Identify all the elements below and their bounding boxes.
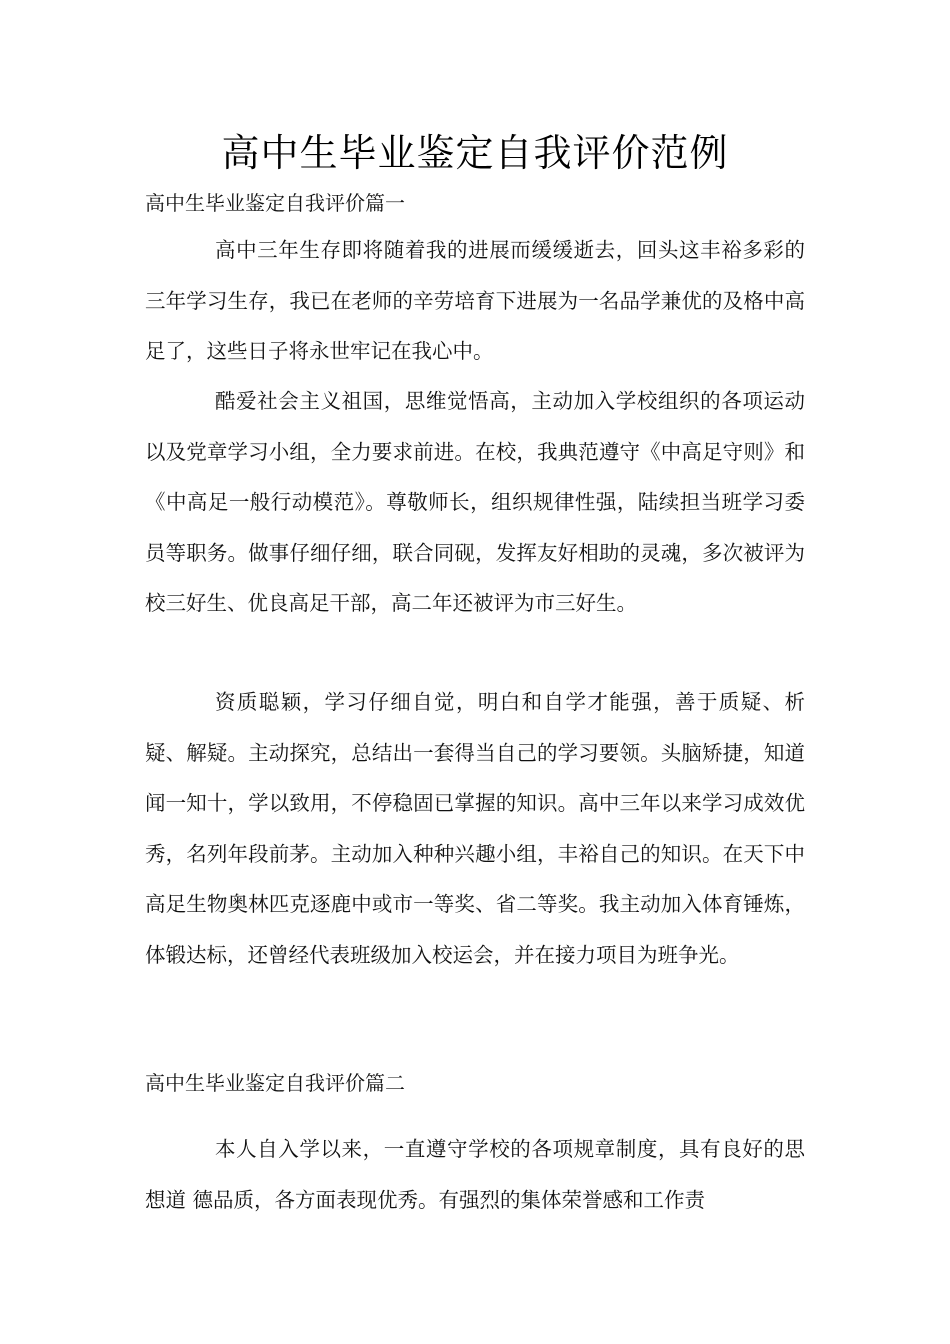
- paragraph-1-3: 资质聪颖，学习仔细自觉，明白和自学才能强，善于质疑、析疑、解疑。主动探究，总结出一套得当自己的学习要领。头脑矫捷，知道闻一知十，学以致用，不停稳固已掌握的知识。高中三年以来学习成效优秀，名列年段前茅。主动加入种种兴趣小组，丰裕自己的知识。在天下中高足生物奥林匹克逐鹿中或市一等奖、省二等奖。我主动加入体育锤炼，体锻达标，还曾经代表班级加入校运会，并在接力项目为班争光。: [145, 690, 805, 967]
- section-heading-1: 高中生毕业鉴定自我评价篇一: [145, 191, 405, 215]
- document-title: 高中生毕业鉴定自我评价范例: [221, 131, 729, 175]
- paragraph-1-2: 酷爱社会主义祖国，思维觉悟高，主动加入学校组织的各项运动以及党章学习小组，全力要求前进。在校，我典范遵守《中高足守则》和《中高足一般行动模范》。尊敬师长，组织规律性强，陆续担当班学习委员等职务。做事仔细仔细，联合同砚，发挥友好相助的灵魂，多次被评为校三好生、优良高足干部，高二年还被评为市三好生。: [145, 389, 805, 615]
- paragraph-1-1: 高中三年生存即将随着我的进展而缓缓逝去，回头这丰裕多彩的三年学习生存，我已在老师的辛劳培育下进展为一名品学兼优的及格中高足了，这些日子将永世牢记在我心中。: [145, 238, 805, 363]
- paragraph-2-1: 本人自入学以来，一直遵守学校的各项规章制度，具有良好的思想道 德品质，各方面表现优秀。有强烈的集体荣誉感和工作责: [145, 1137, 805, 1212]
- section-heading-2: 高中生毕业鉴定自我评价篇二: [145, 1071, 405, 1095]
